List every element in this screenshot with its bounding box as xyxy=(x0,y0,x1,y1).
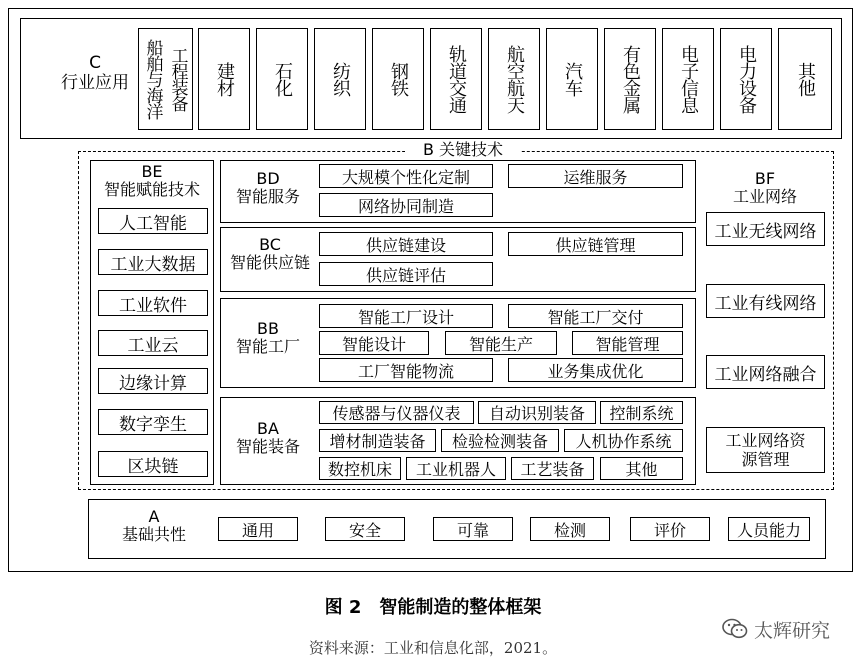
be-item: 人工智能 xyxy=(98,208,208,234)
layer-a-label xyxy=(104,508,204,545)
bc-header xyxy=(220,236,320,273)
industry-item: 建材 xyxy=(214,62,235,96)
bd-item: 运维服务 xyxy=(508,164,683,188)
industry-item-box xyxy=(198,28,250,130)
be-header xyxy=(90,163,214,200)
layer-a-item: 安全 xyxy=(325,517,405,541)
bb-item: 工厂智能物流 xyxy=(319,358,493,382)
ba-item: 自动识别装备 xyxy=(478,401,596,424)
figure-caption: 图 2 智能制造的整体框架 xyxy=(324,597,542,618)
be-item: 工业云 xyxy=(98,330,208,356)
industry-item: 钢铁 xyxy=(388,62,409,96)
bb-code: BB xyxy=(257,319,279,338)
layer-c-label xyxy=(40,54,150,93)
source-caption: 资料来源：工业和信息化部，2021。 xyxy=(308,639,558,657)
ba-item: 其他 xyxy=(600,457,683,480)
industry-item: 有色金属 xyxy=(620,45,641,113)
ba-item: 工业机器人 xyxy=(406,457,506,480)
layer-a-title: 基础共性 xyxy=(121,525,186,545)
industry-item-box xyxy=(778,28,832,130)
ba-item: 传感器与仪器仪表 xyxy=(319,401,474,424)
bd-item: 大规模个性化定制 xyxy=(319,164,493,188)
industry-item-box xyxy=(430,28,482,130)
layer-a-item: 检测 xyxy=(530,517,610,541)
industry-item: 汽车 xyxy=(562,62,583,96)
ba-title: 智能装备 xyxy=(235,437,300,457)
layer-a-item: 可靠 xyxy=(433,517,513,541)
be-item: 区块链 xyxy=(98,451,208,477)
bf-header xyxy=(705,170,825,207)
ba-item: 增材制造装备 xyxy=(319,429,436,452)
industry-item: 石化 xyxy=(272,62,293,96)
industry-item: 电力设备 xyxy=(736,45,757,113)
ba-item: 工艺装备 xyxy=(511,457,594,480)
be-item: 数字孪生 xyxy=(98,409,208,435)
layer-c-code: C xyxy=(89,53,101,73)
layer-b-title: B 关键技术 xyxy=(405,141,521,159)
bb-item: 智能设计 xyxy=(319,331,429,355)
wechat-watermark xyxy=(722,616,852,642)
industry-item-box xyxy=(314,28,366,130)
industry-item-box xyxy=(488,28,540,130)
bc-code: BC xyxy=(259,235,281,254)
bb-header xyxy=(222,320,314,357)
bb-title: 智能工厂 xyxy=(235,337,300,357)
industry-item: 其他 xyxy=(795,62,816,96)
bf-item-label: 工业网络资源管理 xyxy=(725,430,806,469)
bc-item: 供应链建设 xyxy=(319,232,493,256)
industry-item: 航空航天 xyxy=(504,45,525,113)
bc-title: 智能供应链 xyxy=(229,253,310,273)
layer-a-item: 评价 xyxy=(630,517,710,541)
industry-group-ship xyxy=(138,28,193,130)
bb-item: 智能生产 xyxy=(445,331,557,355)
ba-code: BA xyxy=(257,419,279,438)
industry-item: 工程装备 xyxy=(167,47,188,111)
bd-item: 网络协同制造 xyxy=(319,193,493,217)
bb-item: 智能工厂设计 xyxy=(319,304,493,328)
industry-item: 轨道交通 xyxy=(446,45,467,113)
industry-item-box xyxy=(604,28,656,130)
be-title: 智能赋能技术 xyxy=(103,180,200,200)
ba-item: 控制系统 xyxy=(600,401,683,424)
bd-title: 智能服务 xyxy=(235,187,300,207)
industry-item-box xyxy=(372,28,424,130)
watermark-text: 太辉研究 xyxy=(754,619,831,642)
bf-item xyxy=(706,427,825,473)
bf-item: 工业网络融合 xyxy=(706,355,825,389)
be-item: 工业大数据 xyxy=(98,249,208,275)
bb-item: 业务集成优化 xyxy=(508,358,683,382)
be-item: 工业软件 xyxy=(98,290,208,316)
industry-item-box xyxy=(720,28,772,130)
bf-item: 工业有线网络 xyxy=(706,284,825,318)
bf-title: 工业网络 xyxy=(732,187,797,207)
layer-a-code: A xyxy=(148,507,160,526)
be-code: BE xyxy=(141,162,163,181)
bf-item: 工业无线网络 xyxy=(706,212,825,246)
bc-item: 供应链管理 xyxy=(508,232,683,256)
industry-item: 电子信息 xyxy=(678,45,699,113)
industry-item: 船舶与海洋 xyxy=(142,39,163,119)
bb-item: 智能管理 xyxy=(572,331,683,355)
be-item: 边缘计算 xyxy=(98,368,208,394)
ba-item: 数控机床 xyxy=(319,457,401,480)
layer-a-item: 人员能力 xyxy=(728,517,810,541)
bd-code: BD xyxy=(256,169,280,188)
industry-item: 纺织 xyxy=(330,62,351,96)
layer-a-item: 通用 xyxy=(218,517,298,541)
industry-item-box xyxy=(546,28,598,130)
industry-item-box xyxy=(662,28,714,130)
wechat-icon xyxy=(722,618,748,640)
ba-item: 检验检测装备 xyxy=(441,429,559,452)
ba-header xyxy=(222,420,314,457)
bf-code: BF xyxy=(754,169,776,188)
bb-item: 智能工厂交付 xyxy=(508,304,683,328)
ba-item: 人机协作系统 xyxy=(564,429,683,452)
bc-item: 供应链评估 xyxy=(319,262,493,286)
layer-c-title: 行业应用 xyxy=(61,72,129,93)
bd-header xyxy=(222,170,314,207)
industry-item-box xyxy=(256,28,308,130)
